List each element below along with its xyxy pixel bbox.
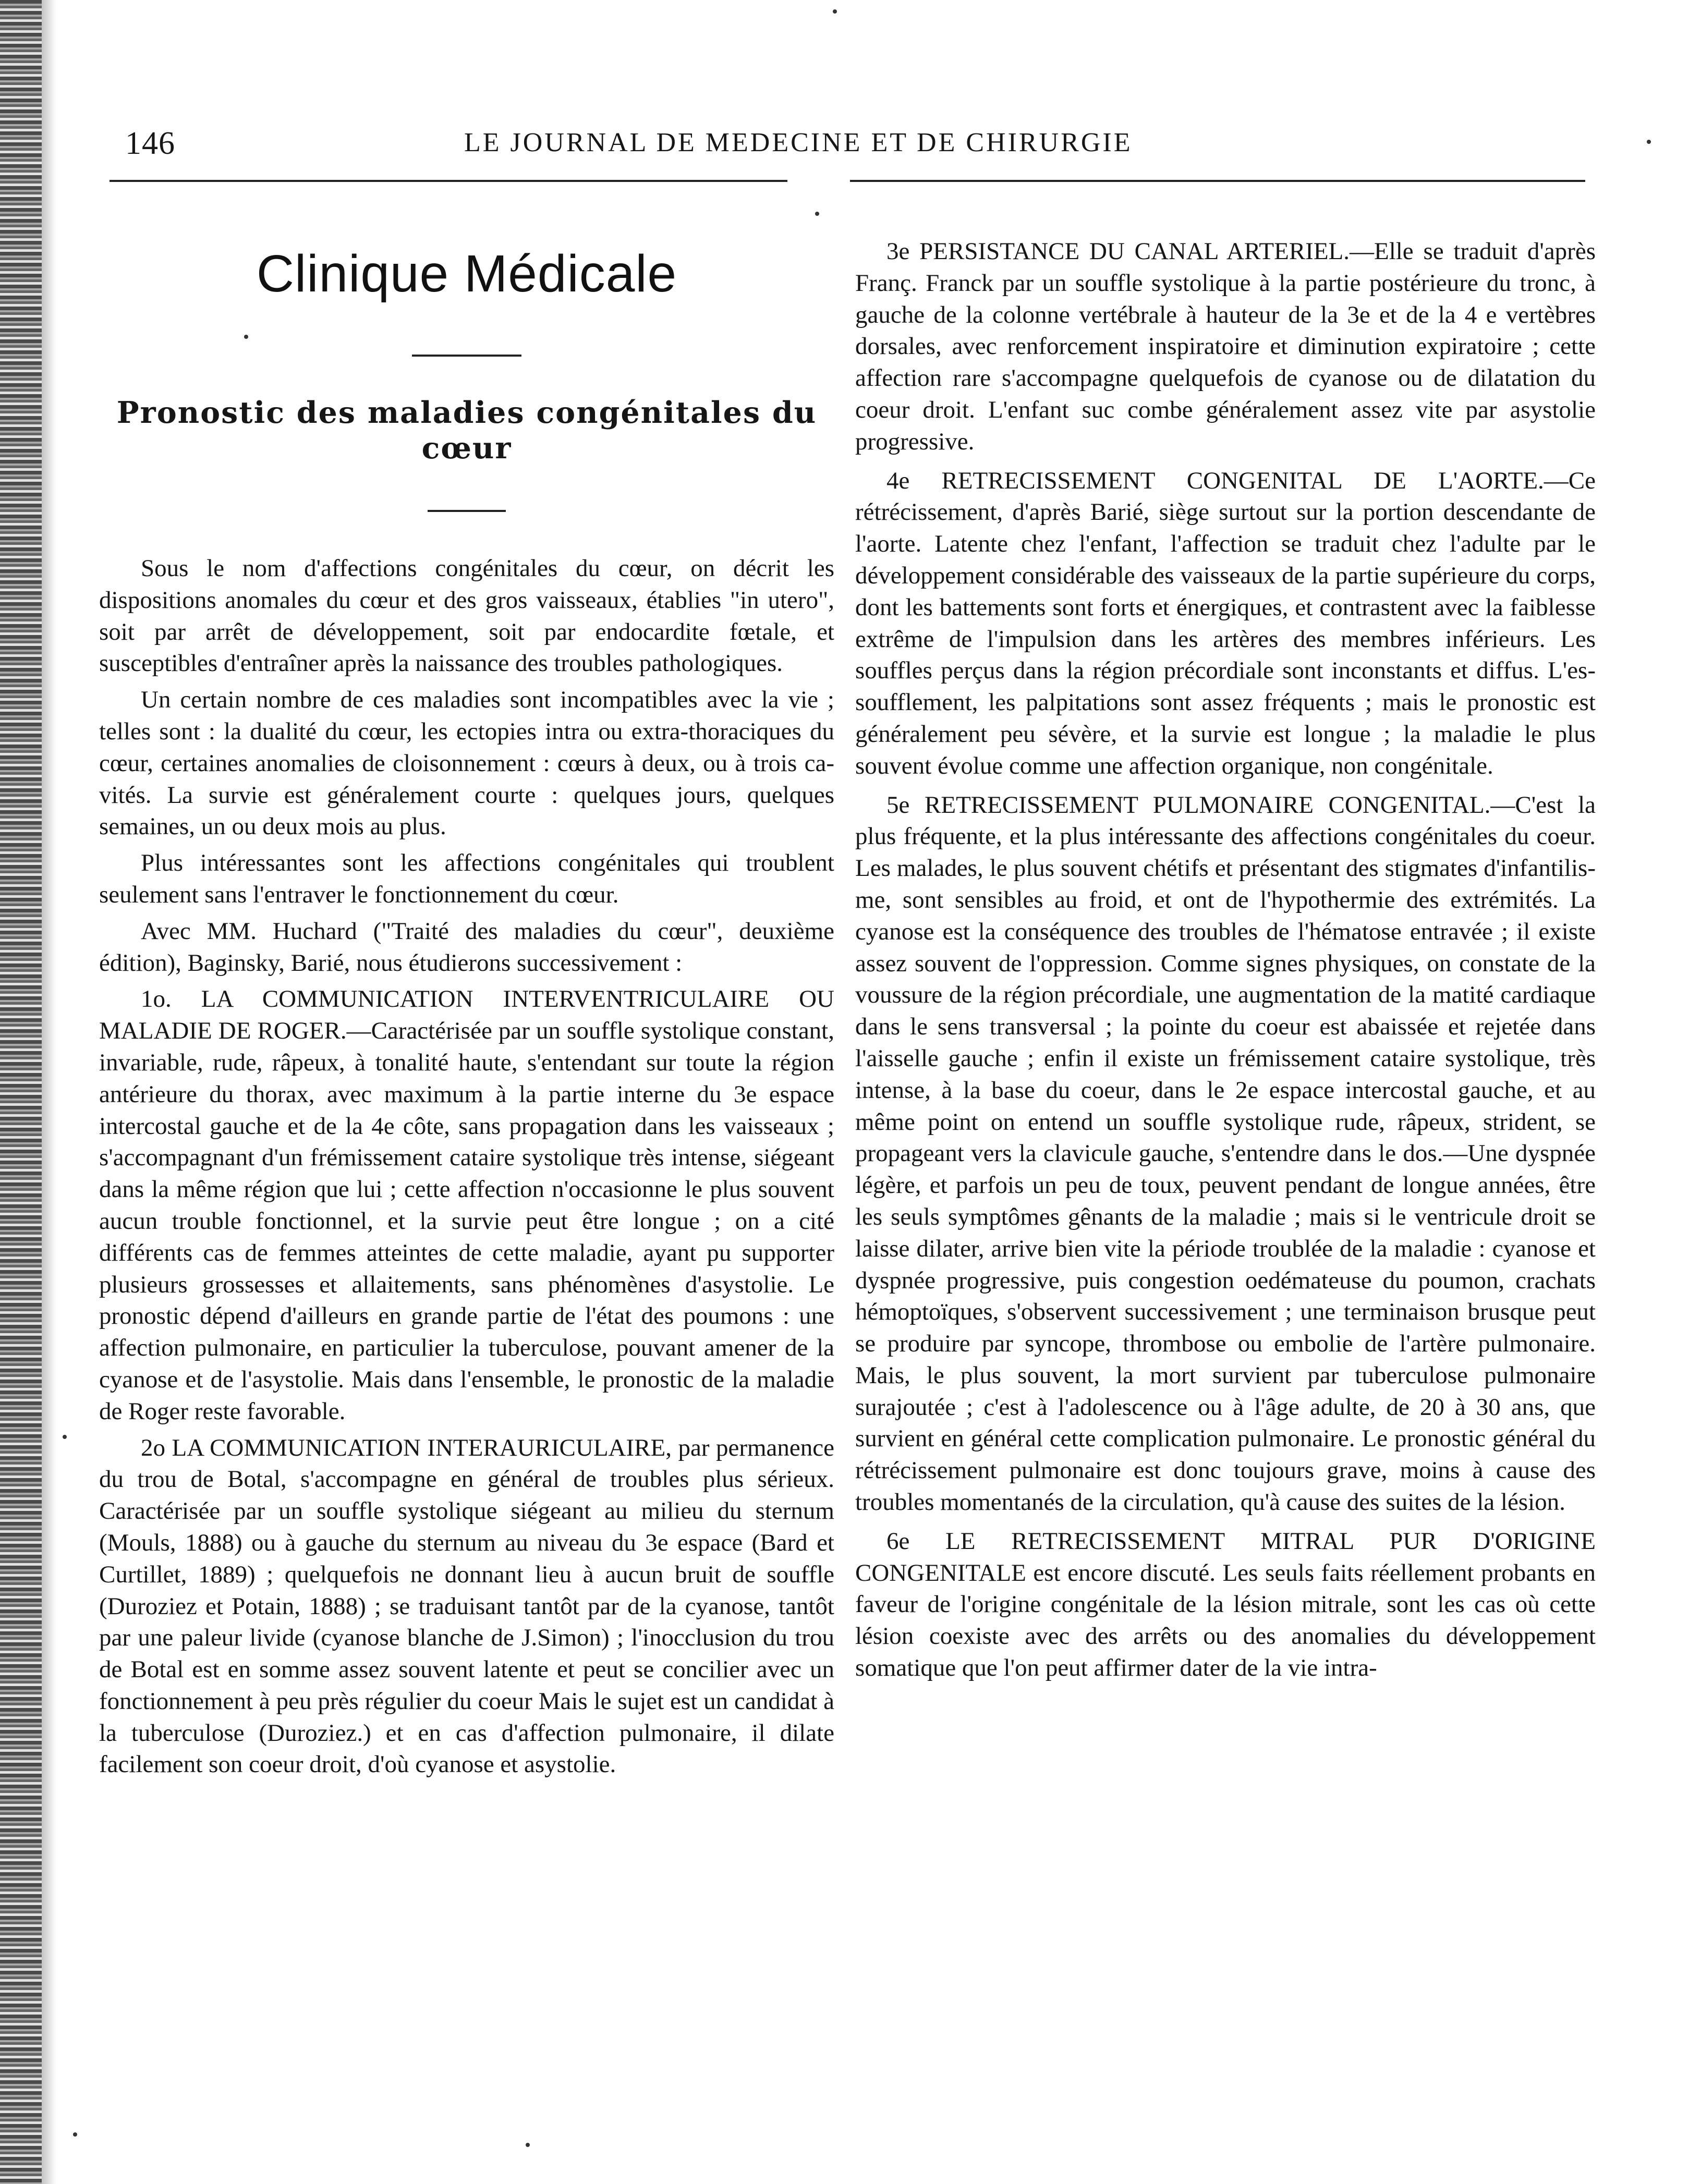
- running-head: [125, 125, 1580, 172]
- paragraph-communication-interventriculaire: 1o. LA COMMUNICATION INTERVENTRICULAIRE OU MALADIE DE ROGER.—Caractérisée par un souffle systolique constant, invariable, rude, râpeux, à tonalité haute, s'entendant sur toute la région antérieure du thorax, avec maximum à la partie interne du 3e espace intercostal gauche et de la 4e côte, sans propagation dans les vaisseaux ; s'accompagnant d'un frémissement cataire systolique très intense, siégeant dans la même région que lui ; cette affection n'occasionne le plus souvent aucun trouble fonctionnel, et la survie peut être longue ; on a cité différents cas de femmes atteintes de cette maladie, ayant pu supporter plusieurs grossesses et allaitements, sans phénomènes d'asystolie. Le pronostic dépend d'ailleurs en grande partie de l'état des poumons : une affection pulmonaire, en particulier la tuberculose, pouvant amener de la cyanose et de l'asystolie. Mais dans l'ensemble, le pronostic de la maladie de Roger reste favorable.: [99, 985, 834, 1425]
- header-rule-right: [850, 180, 1585, 182]
- left-column: [99, 229, 834, 1785]
- speck: [833, 9, 837, 14]
- article-title: Pronostic des maladies congénitales du cœur: [116, 395, 817, 466]
- speck: [815, 212, 819, 216]
- section-title: Clinique Médicale: [256, 245, 677, 303]
- section-title-rule: [412, 355, 521, 357]
- journal-title: LE JOURNAL DE MEDECINE ET DE CHIRURGIE: [464, 128, 1133, 157]
- right-column: [855, 236, 1596, 1691]
- binding-edge: [0, 0, 42, 2184]
- header-rule-left: [110, 180, 787, 182]
- paragraph-sources: Avec MM. Huchard ("Traité des maladies du cœur", deuxième édition), Baginsky, Barié, nous étudierons successivement :: [99, 917, 834, 977]
- speck: [63, 1435, 67, 1439]
- paragraph-intro: Sous le nom d'affections congénitales du cœur, on décrit les dispositions anomales du cœur et des gros vaisseaux, établies "in utero", soit par arrêt de développement, soit par endocardite fœtale, et susceptibles d'entraîner après la naissance des troubles pathologiques.: [99, 555, 834, 677]
- speck: [73, 2132, 77, 2137]
- paragraph-canal-arteriel: 3e PERSISTANCE DU CANAL ARTERIEL.—Elle se traduit d'après Franç. Franck par un souffle systolique à la partie postérieure du tronc, à gauche de la colonne vertébrale à hauteur de la 3e et de la 4 e vertèbres dorsales, avec renforcement inspiratoire et diminution expiratoire ; cette affection rare s'accompagne quelquefois de cyanose ou de dilatation du coeur droit. L'enfant suc combe généralement assez vite par asystolie progressive.: [855, 238, 1596, 455]
- speck: [526, 2143, 530, 2147]
- page-number: 146: [125, 126, 175, 161]
- paragraph-retrecissement-aorte: 4e RETRECISSEMENT CONGENITAL DE L'AORTE.—Ce rétrécissement, d'après Barié, siège surtout sur la portion descendante de l'aorte. Latente chez l'enfant, l'affection se traduit chez l'adulte par le développement considérable des vaisseaux de la partie supérieure du corps, dont les battements sont forts et énergiques, et contrastent avec la faiblesse extrême de l'impulsion dans les artères des membres inférieurs. Les souffles perçus dans la région précordiale sont inconstants et diffus. L'essoufflement, les palpitations sont assez fréquents ; mais le pronostic est généralement peu sévère, et la survie est longue ; la maladie le plus souvent évolue comme une affection organique, non congénitale.: [855, 467, 1596, 779]
- speck: [244, 335, 248, 339]
- speck: [1647, 140, 1651, 144]
- paragraph-retrecissement-pulmonaire: 5e RETRECISSEMENT PULMONAIRE CONGENITAL.—C'est la plus fréquente, et la plus intéressante des affections congénitales du coeur. Les malades, le plus souvent chétifs et présentant des stigmates d'infantilisme, sont sensibles au froid, et ont de l'hypothermie des extrémités. La cyanose est la conséquence des troubles de l'hématose entravée ; il existe assez souvent de l'oppression. Comme signes physiques, on constate de la voussure de la région précordiale, une augmentation de la matité cardiaque dans le sens transversal ; la pointe du coeur est abaissée et rejetée dans l'aisselle gauche ; enfin il existe un frémissement cataire systolique, très intense, à la base du coeur, dans le 2e espace intercostal gauche, et au même point on entend un souffle systolique rude, râpeux, strident, se propageant vers la clavicule gauche, s'entendre dans le dos.—Une dyspnée légère, et parfois un peu de toux, peuvent pendant de longue années, être les seuls symptômes gênants de la maladie ; mais si le ventricule droit se laisse dilater, arrive bien vite la période troublée de la maladie : cyanose et dyspnée progressive, puis congestion oedémateuse du poumon, crachats hémoptoïques, s'observent successivement ; une terminaison brusque peut se produire par syncope, thrombose ou embolie de l'artère pulmonaire. Mais, le plus souvent, la mort survient par tuberculose pulmonaire surajoutée ; c'est à l'adolescence ou à l'âge adulte, de 20 à 30 ans, que survient en général cette complication pulmonaire. Le pronostic général du rétrécissement pulmonaire est donc toujours grave, moins à cause des troubles momentanés de la circulation, qu'à cause des suites de la lésion.: [855, 791, 1596, 1516]
- article-title-rule: [428, 510, 506, 512]
- paragraph-retrecissement-mitral: 6e LE RETRECISSEMENT MITRAL PUR D'ORIGINE CONGENITALE est encore discuté. Les seuls faits réellement probants en faveur de l'origine congénitale de la lésion mitrale, sont les cas où cette lésion coexiste avec des arrêts ou des anomalies du développement somatique que l'on peut affirmer dater de la vie intra-: [855, 1527, 1596, 1682]
- paragraph-interesting: Plus intéressantes sont les affections congénitales qui troublent seulement sans l'entraver le fonctionnement du cœur.: [99, 849, 834, 908]
- paragraph-communication-interauriculaire: 2o LA COMMUNICATION INTERAURICULAIRE, par permanence du trou de Botal, s'accompagne en général de troubles plus sérieux. Caractérisée par un souffle systolique siégeant au milieu du sternum (Mouls, 1888) ou à gauche du sternum au niveau du 3e espace (Bard et Curtillet, 1889) ; quelquefois ne donnant lieu à aucun bruit de souffle (Duroziez et Potain, 1888) ; se traduisant tantôt par de la cyanose, tantôt par une paleur livide (cyanose blanche de J.Simon) ; l'inocclusion du trou de Botal est en somme assez souvent latente et peut se concilier avec un fonctionnement à peu près régulier du coeur Mais le sujet est un candidat à la tuberculose (Duroziez.) et en cas d'affection pulmonaire, il dilate facilement son coeur droit, d'où cyanose et asystolie.: [99, 1434, 834, 1778]
- paragraph-incompatible: Un certain nombre de ces maladies sont incompatibles avec la vie ; telles sont : la dualité du cœur, les ectopies intra ou extra-thoraciques du cœur, certaines anomalies de cloisonnement : cœurs à deux, ou à trois cavités. La survie est généralement courte : quelques jours, quelques semaines, un ou deux mois au plus.: [99, 686, 834, 840]
